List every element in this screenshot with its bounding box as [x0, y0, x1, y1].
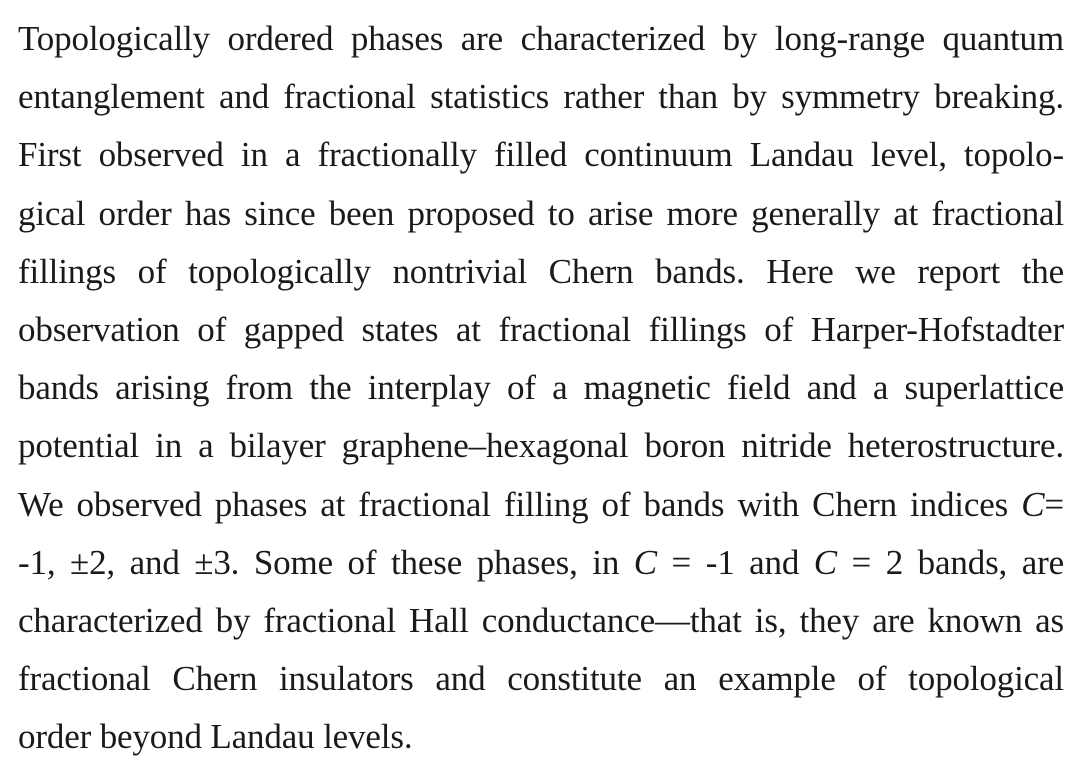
text-line-6: observation of gapped states at fractional fillings of Harper-Hofstadter — [18, 309, 1064, 349]
chern-index-variable: C — [1021, 484, 1045, 524]
text-line-10-pre: -1, ±2, and ±3. Some of these phases, in — [18, 542, 634, 582]
text-line-5: fillings of topologically nontrivial Chern bands. Here we report the — [18, 251, 1064, 291]
text-line-11: characterized by fractional Hall conductance—that is, they are known as — [18, 600, 1064, 640]
text-line-10-mid: = -1 and — [656, 542, 814, 582]
abstract-paragraph — [18, 10, 1064, 766]
chern-index-variable: C — [633, 542, 657, 582]
chern-index-variable: C — [813, 542, 837, 582]
text-line-10 — [18, 534, 1064, 592]
text-line-2: entanglement and fractional statistics rather than by symmetry breaking. — [18, 77, 1064, 117]
text-line-9-pre: We observed phases at fractional filling of bands with Chern indices — [18, 484, 1022, 524]
text-line-12: fractional Chern insulators and constitute an example of topological — [18, 659, 1064, 699]
text-line-13: order beyond Landau levels. — [18, 717, 413, 757]
text-line-9 — [18, 476, 1064, 534]
text-line-10-post: = 2 bands, are — [836, 542, 1064, 582]
text-line-7: bands arising from the interplay of a magnetic field and a superlattice — [18, 368, 1064, 408]
text-line-9-post: = — [1044, 484, 1064, 524]
text-line-3: First observed in a fractionally filled continuum Landau level, topolo- — [18, 135, 1064, 175]
text-line-8: potential in a bilayer graphene–hexagonal boron nitride heterostructure. — [18, 426, 1064, 466]
text-line-4: gical order has since been proposed to arise more generally at fractional — [18, 193, 1064, 233]
text-line-1: Topologically ordered phases are characterized by long-range quantum — [18, 19, 1064, 58]
